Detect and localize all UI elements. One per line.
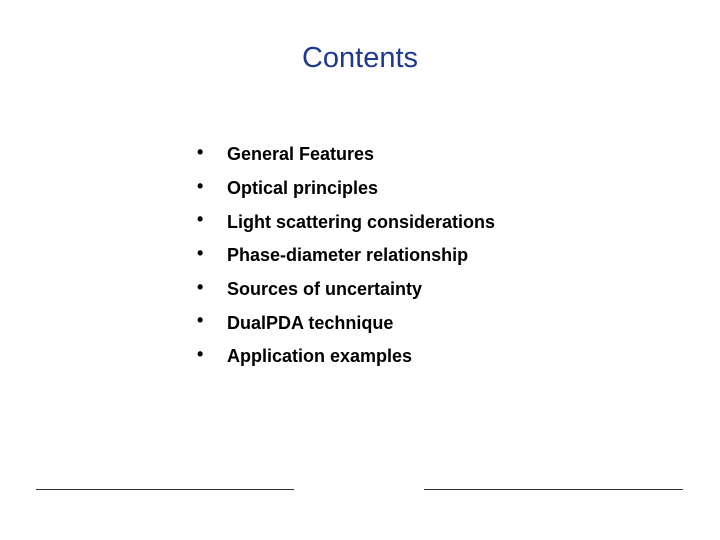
list-item-label: General Features <box>227 144 375 165</box>
list-item-label: Optical principles <box>227 178 379 199</box>
contents-list <box>197 138 495 374</box>
bullet-icon: • <box>197 242 204 263</box>
list-item-label: Application examples <box>227 346 413 367</box>
list-item <box>197 306 495 340</box>
list-item-label: DualPDA technique <box>227 312 394 333</box>
bullet-icon: • <box>197 310 204 331</box>
list-item <box>197 172 495 206</box>
list-item <box>197 138 495 172</box>
list-item-label: Light scattering considerations <box>227 211 496 232</box>
footer-divider-right <box>424 489 683 490</box>
bullet-icon: • <box>197 343 204 364</box>
bullet-icon: • <box>197 175 204 196</box>
list-item <box>197 205 495 239</box>
bullet-icon: • <box>197 141 204 162</box>
bullet-icon: • <box>197 276 204 297</box>
list-item <box>197 273 495 307</box>
bullet-icon: • <box>197 209 204 230</box>
list-item <box>197 239 495 273</box>
slide-title: Contents <box>301 42 419 74</box>
list-item <box>197 340 495 374</box>
footer-divider-left <box>36 489 294 490</box>
list-item-label: Sources of uncertainty <box>227 279 423 300</box>
list-item-label: Phase-diameter relationship <box>227 245 469 266</box>
